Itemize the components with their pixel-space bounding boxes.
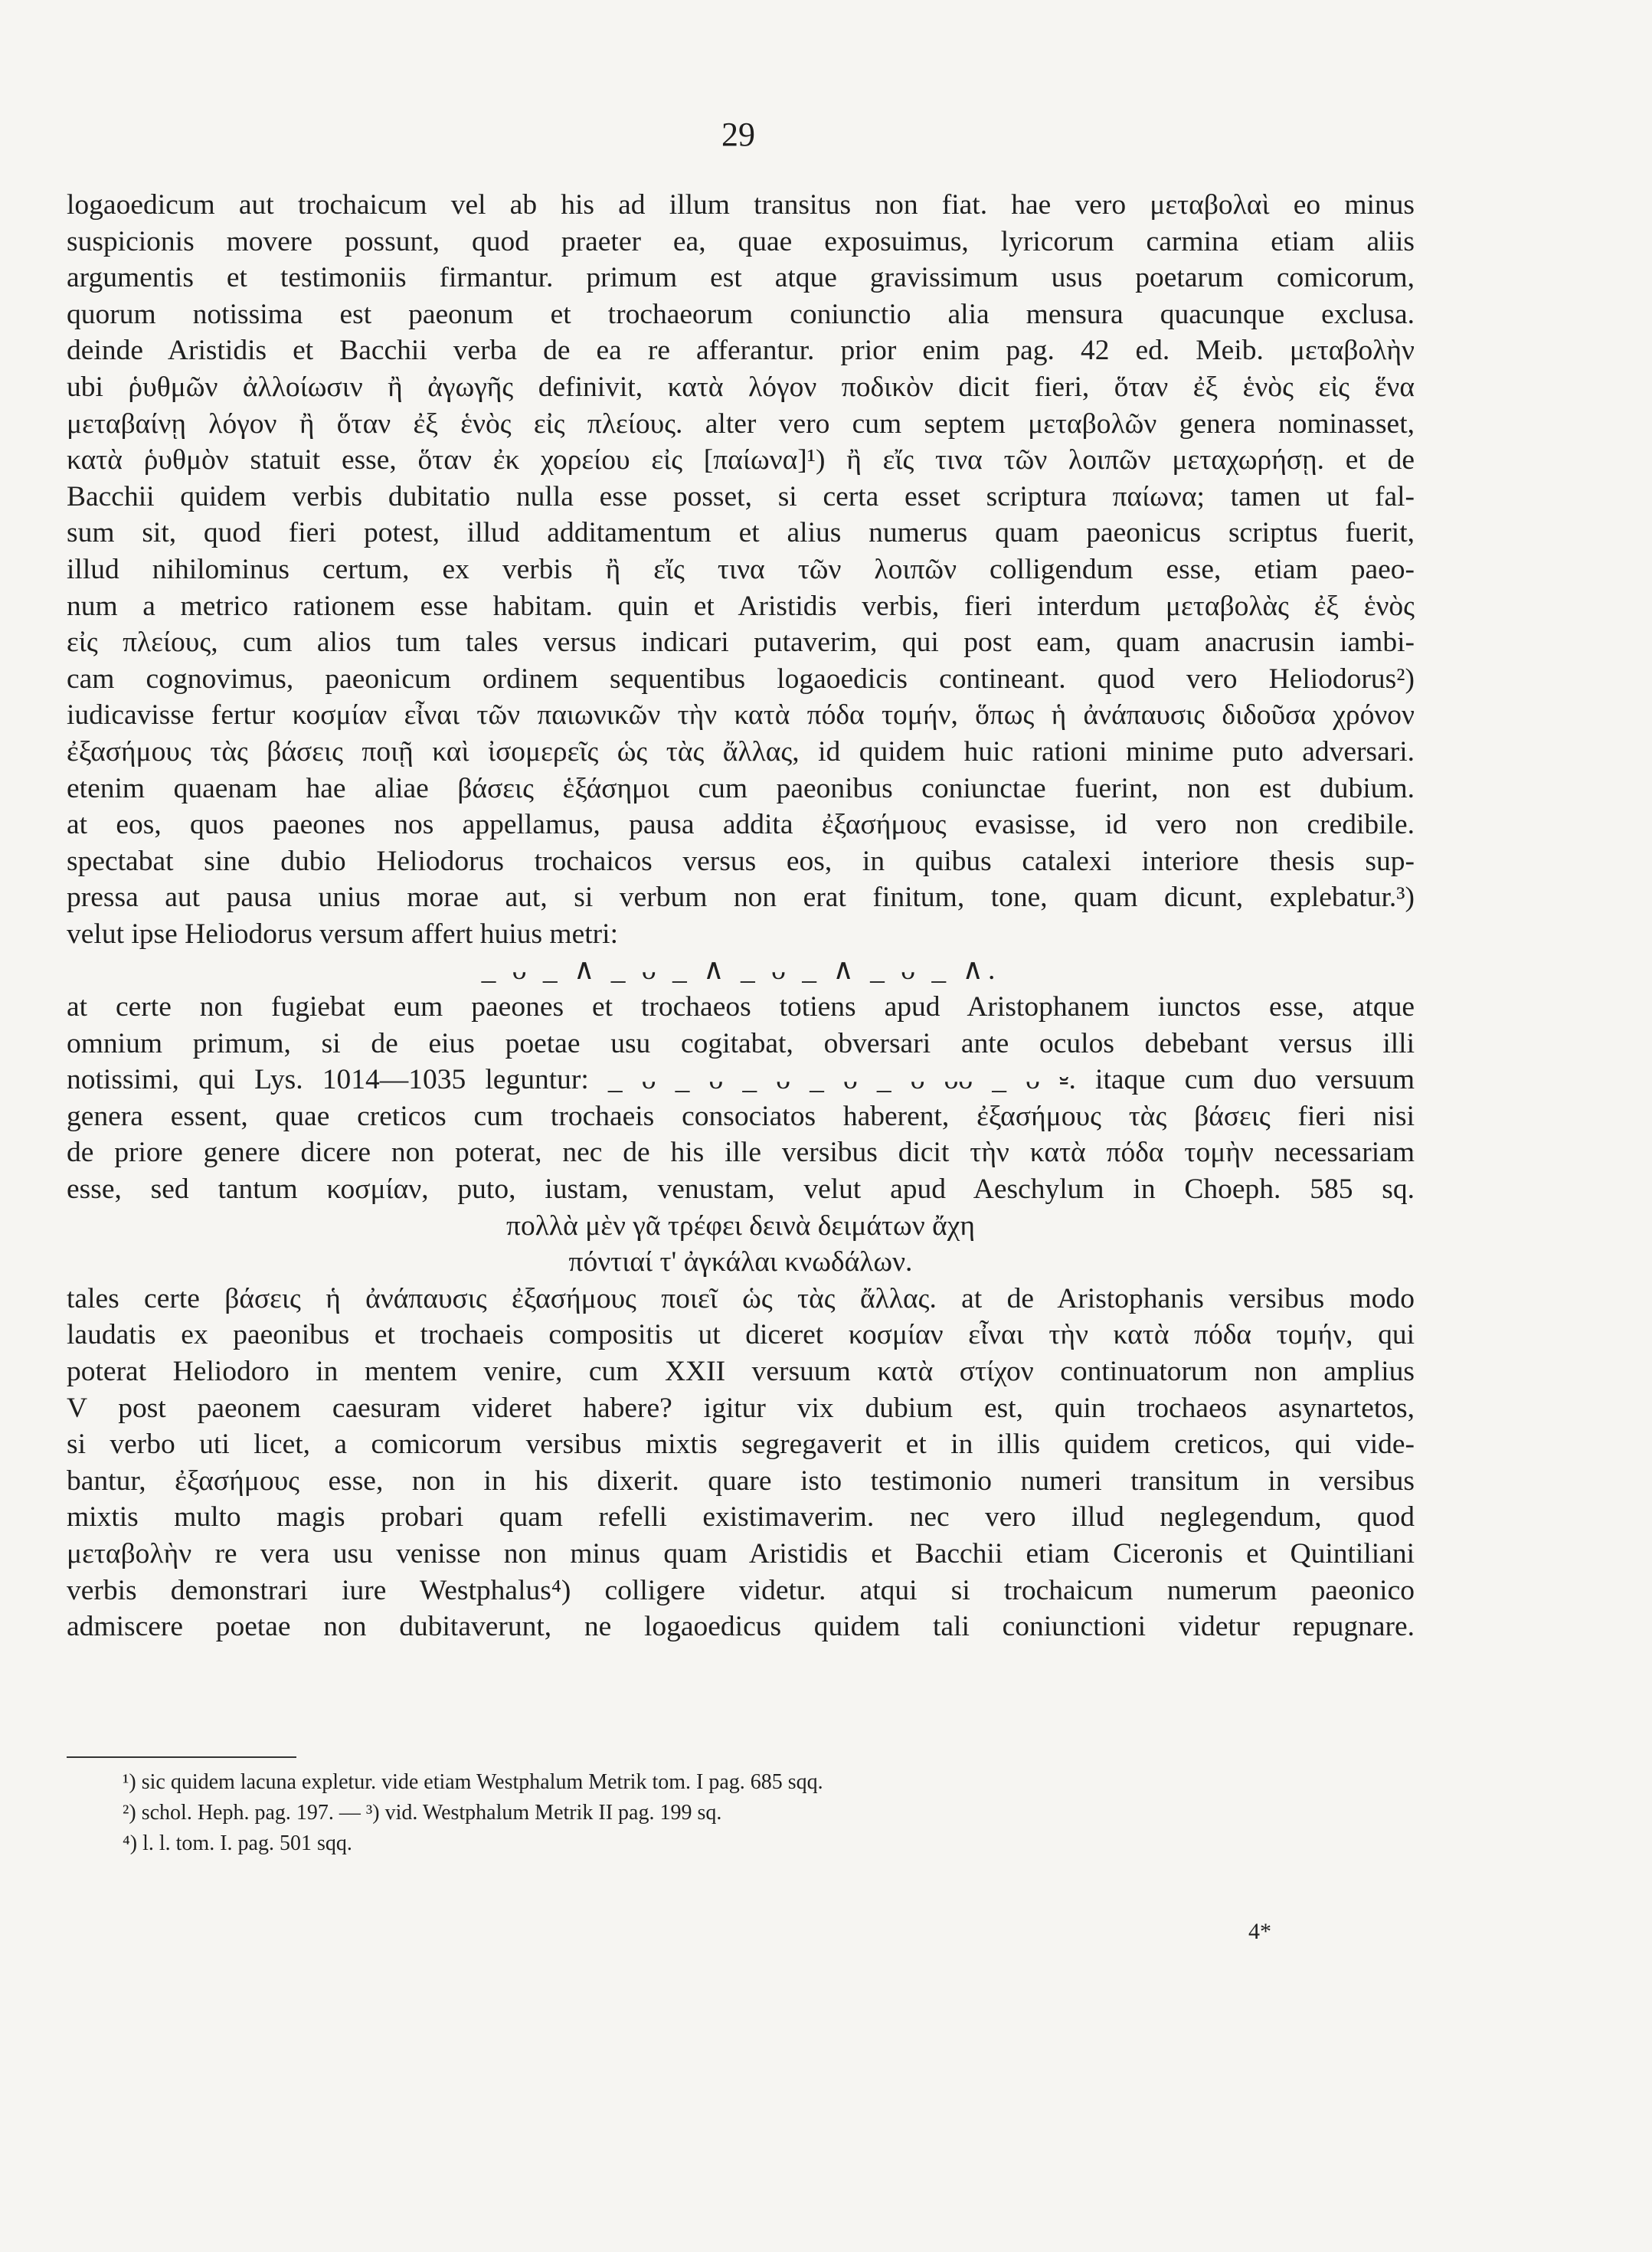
text-line: illud nihilominus certum, ex verbis ἢ εἴς τινα τῶν λοιπῶν colligendum esse, etiam paeo- <box>67 553 1415 585</box>
text-line: μεταβαίνῃ λόγον ἢ ὅταν ἐξ ἑνὸς εἰς πλείους. alter vero cum septem μεταβολῶν genera nominasset, <box>67 408 1415 440</box>
text-line: quorum notissima est paeonum et trochaeorum coniunctio alia mensura quacunque exclusa. <box>67 298 1415 330</box>
text-line: pressa aut pausa unius morae aut, si verbum non erat finitum, tone, quam dicunt, explebatur.³) <box>67 882 1415 914</box>
footnote: ²) schol. Heph. pag. 197. — ³) vid. Westphalum Metrik II pag. 199 sq. <box>123 1801 722 1825</box>
footnotes <box>123 1767 1425 1859</box>
text-line: at eos, quos paeones nos appellamus, pausa addita ἐξασήμους evasisse, id vero non credibile. <box>67 809 1415 841</box>
body-text <box>67 187 1415 1645</box>
text-line: at certe non fugiebat eum paeones et trochaeos totiens apud Aristophanem iunctos esse, atque <box>67 991 1415 1023</box>
footnote: ¹) sic quidem lacuna expletur. vide etiam Westphalum Metrik tom. I pag. 685 sqq. <box>123 1770 823 1794</box>
text-line: tales certe βάσεις ἡ ἀνάπαυσις ἐξασήμους ποιεῖ ὡς τὰς ἄλλας. at de Aristophanis versibus modo <box>67 1282 1415 1314</box>
text-line: spectabat sine dubio Heliodorus trochaicos versus eos, in quibus catalexi interiore thesis sup- <box>67 845 1415 877</box>
footnote-divider <box>67 1756 296 1758</box>
footnote: ⁴) l. l. tom. I. pag. 501 sqq. <box>123 1831 352 1855</box>
text-line: sum sit, quod fieri potest, illud additamentum et alius numerus quam paeonicus scriptus fuerit, <box>67 517 1415 549</box>
text-line: iudicavisse fertur κοσμίαν εἶναι τῶν παιωνικῶν τὴν κατὰ πόδα τομήν, ὅπως ἡ ἀνάπαυσις διδοῦσα χρόνον <box>67 699 1415 732</box>
text-line: notissimi, qui Lys. 1014—1035 leguntur: _ ᴗ _ ᴗ _ ᴗ _ ᴗ _ ᴗ ᴗᴗ _ ᴗ ⏓. itaque cum duo versuum <box>67 1064 1415 1096</box>
verse-quotation-line: πόντιαί τ' ἀγκάλαι κνωδάλων. <box>568 1246 913 1278</box>
text-line: num a metrico rationem esse habitam. quin et Aristidis verbis, fieri interdum μεταβολὰς ἐξ ἑνὸς <box>67 590 1415 622</box>
page-number: 29 <box>721 116 755 153</box>
text-line: mixtis multo magis probari quam refelli existimaverim. nec vero illud neglegendum, quod <box>67 1501 1415 1534</box>
text-line: etenim quaenam hae aliae βάσεις ἑξάσημοι cum paeonibus coniunctae fuerint, non est dubium. <box>67 772 1415 804</box>
text-line: κατὰ ῥυθμὸν statuit esse, ὅταν ἐκ χορείου εἰς [παίωνα]¹) ἢ εἴς τινα τῶν λοιπῶν μεταχωρήσῃ. et de <box>67 444 1415 476</box>
text-line: ubi ῥυθμῶν ἀλλοίωσιν ἢ ἀγωγῆς definivit, κατὰ λόγον ποδικὸν dicit fieri, ὅταν ἐξ ἑνὸς εἰς ἕνα <box>67 371 1415 403</box>
text-line: verbis demonstrari iure Westphalus⁴) colligere videtur. atqui si trochaicum numerum paeonico <box>67 1574 1415 1606</box>
text-line: bantur, ἐξασήμους esse, non in his dixerit. quare isto testimonio numeri transitum in versibus <box>67 1465 1415 1497</box>
text-line: deinde Aristidis et Bacchii verba de ea re afferantur. prior enim pag. 42 ed. Meib. μεταβολὴν <box>67 335 1415 367</box>
text-line: εἰς πλείους, cum alios tum tales versus indicari putaverim, qui post eam, quam anacrusin iambi- <box>67 627 1415 659</box>
text-line: admiscere poetae non dubitaverunt, ne logaoedicus quidem tali coniunctioni videtur repugnare. <box>67 1611 1415 1643</box>
text-line: laudatis ex paeonibus et trochaeis compositis ut diceret κοσμίαν εἶναι τὴν κατὰ πόδα τομήν, qui <box>67 1319 1415 1351</box>
text-line: esse, sed tantum κοσμίαν, puto, iustam, venustam, velut apud Aeschylum in Choeph. 585 sq. <box>67 1173 1415 1206</box>
text-line: logaoedicum aut trochaicum vel ab his ad illum transitus non fiat. hae vero μεταβολαὶ eo minus <box>67 189 1415 221</box>
text-line: cam cognovimus, paeonicum ordinem sequentibus logaoedicis contineant. quod vero Heliodorus²) <box>67 663 1415 695</box>
text-line: Bacchii quidem verbis dubitatio nulla esse posset, si certa esset scriptura παίωνα; tamen ut fal- <box>67 480 1415 512</box>
text-line: poterat Heliodoro in mentem venire, cum XXII versuum κατὰ στίχον continuatorum non amplius <box>67 1356 1415 1387</box>
text-line: μεταβολὴν re vera usu venisse non minus quam Aristidis et Bacchii etiam Ciceronis et Quintiliani <box>67 1537 1415 1570</box>
metrical-scheme: _ ᴗ _ ∧ _ ᴗ _ ∧ _ ᴗ _ ∧ _ ᴗ _ ∧. <box>481 954 1000 987</box>
text-line: si verbo uti licet, a comicorum versibus mixtis segregaverit et in illis quidem creticos, qui vide- <box>67 1429 1415 1461</box>
text-line: argumentis et testimoniis firmantur. primum est atque gravissimum usus poetarum comicorum, <box>67 262 1415 294</box>
text-line: velut ipse Heliodorus versum affert huius metri: <box>67 918 618 950</box>
text-line: V post paeonem caesuram videret habere? igitur vix dubium est, quin trochaeos asynartetos, <box>67 1392 1415 1424</box>
text-line: omnium primum, si de eius poetae usu cogitabat, obversari ante oculos debebant versus illi <box>67 1027 1415 1059</box>
text-line: de priore genere dicere non poterat, nec de his ille versibus dicit τὴν κατὰ πόδα τομὴν necessariam <box>67 1137 1415 1169</box>
signature-mark: 4* <box>1248 1919 1271 1944</box>
text-line: genera essent, quae creticos cum trochaeis consociatos haberent, ἐξασήμους τὰς βάσεις fieri nisi <box>67 1100 1415 1132</box>
text-line: ἐξασήμους τὰς βάσεις ποιῇ καὶ ἰσομερεῖς ὡς τὰς ἄλλας, id quidem huic rationi minime puto adversari. <box>67 735 1415 768</box>
text-line: suspicionis movere possunt, quod praeter ea, quae exposuimus, lyricorum carmina etiam aliis <box>67 225 1415 257</box>
verse-quotation-line: πολλὰ μὲν γᾶ τρέφει δεινὰ δειμάτων ἄχη <box>506 1209 975 1242</box>
